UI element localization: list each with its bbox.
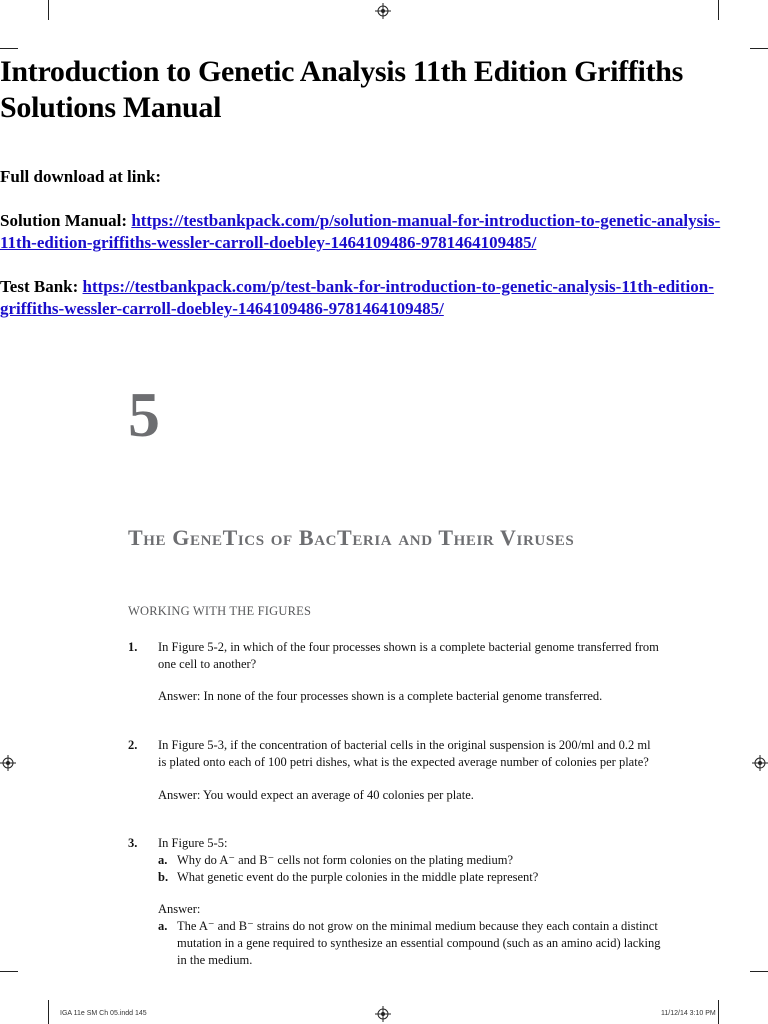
crop-mark-left-top bbox=[0, 48, 18, 49]
answer-sub-label: a. bbox=[158, 919, 168, 933]
crop-mark-top-left bbox=[48, 0, 49, 20]
solution-manual-link-continued[interactable]: 11th-edition-griffiths-wessler-carroll-doebley-1464109486-9781464109485/ bbox=[0, 233, 537, 252]
footer-date: 11/12/14 3:10 PM bbox=[661, 1010, 716, 1017]
answer-label: Answer: bbox=[158, 902, 201, 916]
question-text: In Figure 5-3, if the concentration of bacterial cells in the original suspension is 200/ml and 0.2 ml is plated onto each of 100 petri dishes, what is the expected average number of colonies per plate? bbox=[158, 738, 651, 769]
test-bank-link-continued[interactable]: griffiths-wessler-carroll-doebley-1464109486-9781464109485/ bbox=[0, 299, 444, 318]
full-download-label: Full download at link: bbox=[0, 167, 162, 186]
footer-file-name: IGA 11e SM Ch 05.indd 145 bbox=[60, 1010, 147, 1017]
sub-question-label: b. bbox=[158, 870, 169, 884]
test-bank-link[interactable]: https://testbankpack.com/p/test-bank-for-introduction-to-genetic-analysis-11th-edition- bbox=[82, 277, 714, 296]
crop-mark-bottom-left bbox=[48, 1000, 49, 1024]
chapter-number: 5 bbox=[128, 379, 160, 450]
sub-question-label: a. bbox=[158, 853, 168, 867]
section-heading: WORKING WITH THE FIGURES bbox=[128, 604, 312, 618]
crop-mark-left-bottom bbox=[0, 971, 18, 972]
crop-mark-bottom-right bbox=[718, 1000, 719, 1024]
answer-sub-text: The A⁻ and B⁻ strains do not grow on the minimal medium because they each contain a distinct mutation in a gene required to synthesize an essential compound (such as an amino acid) lacking in the medium. bbox=[177, 919, 661, 967]
crop-mark-right-bottom bbox=[750, 971, 768, 972]
question-number: 3. bbox=[128, 836, 138, 850]
test-bank-label: Test Bank: bbox=[0, 277, 83, 296]
answer-text: Answer: In none of the four processes shown is a complete bacterial genome transferred. bbox=[158, 689, 603, 703]
solution-manual-link[interactable]: https://testbankpack.com/p/solution-manual-for-introduction-to-genetic-analysis- bbox=[131, 211, 721, 230]
question-text: In Figure 5-2, in which of the four processes shown is a complete bacterial genome transferred from one cell to another? bbox=[158, 640, 659, 671]
sub-question-text: Why do A⁻ and B⁻ cells not form colonies on the plating medium? bbox=[177, 853, 514, 867]
document-title-line-2: Solutions Manual bbox=[0, 91, 222, 124]
registration-mark-icon bbox=[375, 3, 391, 19]
crop-mark-right-top bbox=[750, 48, 768, 49]
solution-manual-label: Solution Manual: bbox=[0, 211, 132, 230]
question-number: 1. bbox=[128, 640, 138, 654]
solution-manual-block bbox=[0, 210, 760, 254]
registration-mark-icon bbox=[0, 755, 16, 771]
registration-mark-icon bbox=[375, 1006, 391, 1022]
sub-question-text: What genetic event do the purple colonies in the middle plate represent? bbox=[177, 870, 539, 884]
registration-mark-icon bbox=[752, 755, 768, 771]
document-title bbox=[0, 54, 760, 126]
document-title-line-1: Introduction to Genetic Analysis 11th Edition Griffiths bbox=[0, 55, 684, 88]
test-bank-block bbox=[0, 276, 760, 320]
crop-mark-top-right bbox=[718, 0, 719, 20]
answer-text: Answer: You would expect an average of 40 colonies per plate. bbox=[158, 788, 474, 802]
question-text: In Figure 5-5: bbox=[158, 836, 228, 850]
question-number: 2. bbox=[128, 738, 138, 752]
chapter-title: The GeneTics of BacTeria and Their Viruses bbox=[128, 525, 575, 550]
